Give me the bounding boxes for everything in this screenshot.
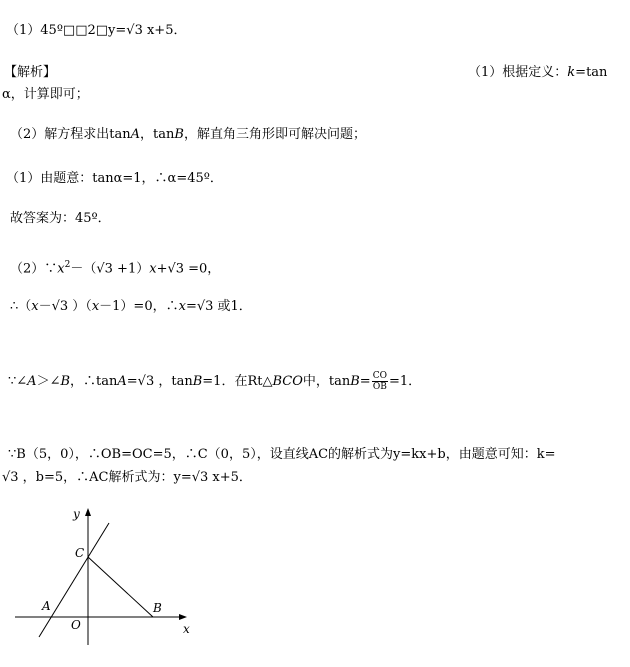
solution2-equation: [10, 256, 220, 278]
hint1-k: k: [567, 65, 576, 80]
angle-d: =√3 ，tan: [126, 374, 193, 389]
angle-B2: B: [192, 374, 203, 389]
hint2-tan: ，tan: [140, 127, 175, 142]
angle-a: ∵∠: [8, 374, 28, 389]
analysis-hint1: [468, 64, 607, 82]
angle-e: =1．在Rt△: [202, 374, 273, 389]
eq1-sup: 2: [64, 260, 71, 270]
angle-B: B: [60, 374, 71, 389]
y-axis-arrow: [85, 508, 91, 516]
eq1-c: +√3 =0，: [156, 261, 221, 277]
answer-line: （1）45º□□2□y=√3 x+5．: [6, 23, 187, 38]
line-cb: [88, 557, 153, 617]
hint2-rest: ，解直角三角形即可解决问题；: [183, 127, 366, 142]
angle-c: ，∴tan: [70, 374, 118, 389]
angle-f: 中，tan: [302, 374, 351, 389]
x-axis-arrow: [179, 614, 187, 620]
solution1-line2: 故答案为：45º．: [10, 211, 111, 226]
solution2-coord1: ∵B（5，0），∴OB=OC=5，∴C（0，5），设直线AC的解析式为y=kx+b，由题意可知：k=: [8, 447, 556, 462]
eq2-x2: x: [91, 299, 100, 314]
label-y: y: [73, 507, 80, 521]
eq2-x3: x: [178, 299, 186, 314]
fraction-numerator: CO: [372, 371, 387, 381]
label-a: A: [42, 599, 51, 613]
angle-B3: B: [350, 374, 360, 389]
eq1-a: （2）∵: [10, 261, 58, 277]
angle-BCO: BCO: [272, 374, 303, 389]
eq2-x: x: [31, 299, 39, 314]
solution1-line1: （1）由题意：tanα=1，∴α=45º．: [6, 171, 223, 186]
angle-g: =: [359, 374, 371, 389]
analysis-header: 【解析】: [4, 65, 57, 80]
eq2-a: ∴（: [10, 299, 32, 314]
label-x: x: [183, 622, 190, 636]
label-b: B: [153, 601, 162, 615]
solution2-factor: [10, 298, 252, 316]
label-o: O: [71, 618, 81, 632]
analysis-hint2: [10, 126, 366, 144]
angle-b: ＞∠: [36, 374, 61, 389]
hint1-text: （1）根据定义：: [468, 65, 568, 80]
hint2-B: B: [174, 127, 184, 142]
eq1-x2: x: [149, 261, 157, 277]
hint2-text: （2）解方程求出tan: [10, 127, 131, 142]
hint2-A: A: [130, 127, 141, 142]
angle-h: =1．: [388, 374, 422, 389]
label-c: C: [75, 546, 85, 560]
eq1-x: x: [57, 261, 65, 277]
analysis-hint1-cont: α，计算即可；: [2, 87, 89, 102]
angle-A2: A: [117, 374, 127, 389]
hint1-tan: =tan: [575, 65, 608, 80]
solution2-coord2: √3 ，b=5，∴AC解析式为：y=√3 x+5．: [2, 470, 252, 485]
eq2-d: =√3 或1．: [185, 299, 252, 314]
eq2-c: －1）=0，∴: [99, 299, 179, 314]
solution2-angles: [8, 371, 421, 392]
eq2-b: －√3 ）（: [38, 299, 92, 314]
fraction-co-ob: [372, 371, 388, 392]
coordinate-graph: [15, 505, 205, 645]
eq1-b: －（√3 +1）: [70, 261, 150, 277]
fraction-denominator: OB: [372, 382, 387, 392]
angle-A: A: [27, 374, 37, 389]
